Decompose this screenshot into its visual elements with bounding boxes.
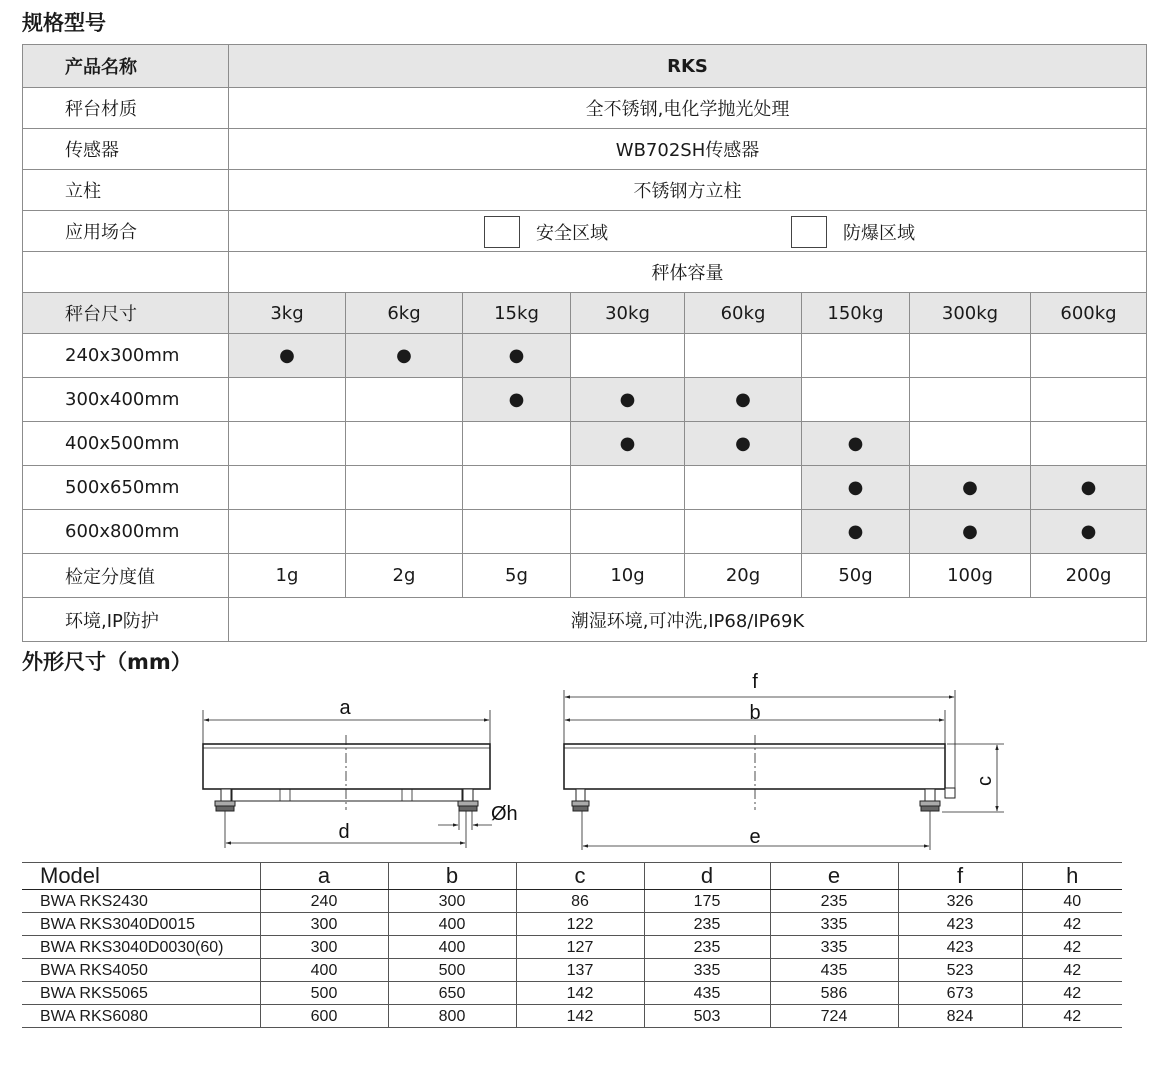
model-table-header-cell: h	[1022, 863, 1122, 890]
model-value-cell: 137	[516, 959, 644, 982]
size-row	[23, 378, 1147, 422]
model-value-cell: 500	[260, 982, 388, 1005]
availability-dot: ●	[910, 466, 1031, 510]
model-row	[22, 890, 1122, 913]
model-value-cell: 122	[516, 913, 644, 936]
model-value-cell: 300	[388, 890, 516, 913]
model-row	[22, 913, 1122, 936]
application-label: 应用场合	[23, 211, 229, 252]
availability-empty-cell	[1031, 378, 1147, 422]
availability-empty-cell	[571, 466, 685, 510]
availability-dot: ●	[802, 510, 910, 554]
capacity-header-cell: 60kg	[685, 293, 802, 334]
size-row	[23, 510, 1147, 554]
availability-empty-cell	[229, 422, 346, 466]
model-value-cell: 300	[260, 913, 388, 936]
sensor-label: 传感器	[23, 129, 229, 170]
capacity-header-cell: 6kg	[346, 293, 463, 334]
model-value-cell: 142	[516, 982, 644, 1005]
dim-label-h: Øh	[491, 803, 518, 825]
model-value-cell: 423	[898, 936, 1022, 959]
model-value-cell: 42	[1022, 1005, 1122, 1028]
model-table-header	[22, 863, 1122, 890]
model-name-cell: BWA RKS5065	[22, 982, 260, 1005]
model-table-header-cell: c	[516, 863, 644, 890]
model-table-header-cell: f	[898, 863, 1022, 890]
model-value-cell: 650	[388, 982, 516, 1005]
capacity-header-cell: 3kg	[229, 293, 346, 334]
model-row	[22, 936, 1122, 959]
availability-empty-cell	[571, 334, 685, 378]
dims-section-title: 外形尺寸（mm）	[22, 650, 192, 674]
availability-empty-cell	[802, 334, 910, 378]
model-value-cell: 175	[644, 890, 770, 913]
model-value-cell: 435	[770, 959, 898, 982]
availability-empty-cell	[346, 422, 463, 466]
model-value-cell: 435	[644, 982, 770, 1005]
sensor-value: WB702SH传感器	[229, 129, 1147, 170]
dim-label-b: b	[749, 702, 761, 724]
availability-dot: ●	[802, 466, 910, 510]
capacity-header-cell: 150kg	[802, 293, 910, 334]
spec-table	[22, 44, 1147, 642]
availability-empty-cell	[1031, 422, 1147, 466]
availability-empty-cell	[910, 378, 1031, 422]
explosion-proof-option[interactable]	[791, 216, 915, 248]
division-value: 5g	[463, 554, 571, 598]
model-table-header-cell: e	[770, 863, 898, 890]
model-name-cell: BWA RKS4050	[22, 959, 260, 982]
model-value-cell: 142	[516, 1005, 644, 1028]
model-value-cell: 400	[388, 936, 516, 959]
capacity-row	[23, 293, 1147, 334]
product-label: 产品名称	[23, 45, 229, 88]
model-row	[22, 1005, 1122, 1028]
availability-dot: ●	[685, 422, 802, 466]
availability-dot: ●	[1031, 466, 1147, 510]
capacity-header: 秤体容量	[229, 252, 1147, 293]
side-view-drawing	[564, 690, 1004, 850]
availability-empty-cell	[685, 334, 802, 378]
model-value-cell: 40	[1022, 890, 1122, 913]
capacity-header-cell: 30kg	[571, 293, 685, 334]
model-value-cell: 335	[644, 959, 770, 982]
material-label: 秤台材质	[23, 88, 229, 129]
model-name-cell: BWA RKS3040D0015	[22, 913, 260, 936]
division-value: 50g	[802, 554, 910, 598]
availability-dot: ●	[229, 334, 346, 378]
model-dimensions-table	[22, 862, 1122, 1028]
model-name-cell: BWA RKS2430	[22, 890, 260, 913]
availability-empty-cell	[802, 378, 910, 422]
dim-label-f: f	[752, 671, 758, 693]
column-value: 不锈钢方立柱	[229, 170, 1147, 211]
model-table-header-cell: Model	[22, 863, 260, 890]
availability-empty-cell	[463, 422, 571, 466]
size-row	[23, 422, 1147, 466]
division-value: 10g	[571, 554, 685, 598]
availability-empty-cell	[229, 466, 346, 510]
model-value-cell: 800	[388, 1005, 516, 1028]
size-row-label: 400x500mm	[23, 422, 229, 466]
model-table-header-cell: a	[260, 863, 388, 890]
size-row	[23, 466, 1147, 510]
division-label: 检定分度值	[23, 554, 229, 598]
availability-empty-cell	[463, 466, 571, 510]
size-row	[23, 334, 1147, 378]
model-value-cell: 42	[1022, 959, 1122, 982]
model-name-cell: BWA RKS3040D0030(60)	[22, 936, 260, 959]
safe-area-label: 安全区域	[536, 223, 608, 244]
env-label: 环境,IP防护	[23, 598, 229, 642]
availability-dot: ●	[1031, 510, 1147, 554]
availability-empty-cell	[346, 378, 463, 422]
size-row-label: 240x300mm	[23, 334, 229, 378]
model-value-cell: 523	[898, 959, 1022, 982]
explosion-proof-checkbox[interactable]	[791, 216, 827, 248]
model-value-cell: 423	[898, 913, 1022, 936]
model-value-cell: 500	[388, 959, 516, 982]
availability-empty-cell	[346, 510, 463, 554]
division-value: 20g	[685, 554, 802, 598]
model-value-cell: 235	[644, 913, 770, 936]
division-value: 1g	[229, 554, 346, 598]
model-value-cell: 300	[260, 936, 388, 959]
application-options	[229, 211, 1147, 252]
dimension-drawings	[0, 660, 1173, 860]
model-value-cell: 86	[516, 890, 644, 913]
spec-section-title: 规格型号	[22, 11, 106, 35]
availability-empty-cell	[229, 510, 346, 554]
availability-dot: ●	[910, 510, 1031, 554]
availability-dot: ●	[802, 422, 910, 466]
division-value: 2g	[346, 554, 463, 598]
model-value-cell: 42	[1022, 913, 1122, 936]
model-value-cell: 824	[898, 1005, 1022, 1028]
model-row	[22, 959, 1122, 982]
availability-dot: ●	[463, 378, 571, 422]
availability-empty-cell	[910, 422, 1031, 466]
explosion-proof-label: 防爆区域	[843, 223, 915, 244]
empty-label-cell	[23, 252, 229, 293]
model-value-cell: 326	[898, 890, 1022, 913]
model-value-cell: 235	[770, 890, 898, 913]
model-value-cell: 724	[770, 1005, 898, 1028]
availability-empty-cell	[1031, 334, 1147, 378]
size-label: 秤台尺寸	[23, 293, 229, 334]
availability-dot: ●	[346, 334, 463, 378]
availability-dot: ●	[571, 422, 685, 466]
size-row-label: 500x650mm	[23, 466, 229, 510]
division-row	[23, 554, 1147, 598]
model-value-cell: 673	[898, 982, 1022, 1005]
capacity-header-cell: 600kg	[1031, 293, 1147, 334]
material-value: 全不锈钢,电化学抛光处理	[229, 88, 1147, 129]
model-value-cell: 600	[260, 1005, 388, 1028]
availability-empty-cell	[346, 466, 463, 510]
availability-dot: ●	[571, 378, 685, 422]
availability-empty-cell	[910, 334, 1031, 378]
model-value-cell: 42	[1022, 982, 1122, 1005]
availability-dot: ●	[463, 334, 571, 378]
availability-dot: ●	[685, 378, 802, 422]
dim-label-c: c	[974, 776, 996, 786]
capacity-header-cell: 300kg	[910, 293, 1031, 334]
model-value-cell: 586	[770, 982, 898, 1005]
model-value-cell: 127	[516, 936, 644, 959]
env-value: 潮湿环境,可冲洗,IP68/IP69K	[229, 598, 1147, 642]
model-table-header-cell: b	[388, 863, 516, 890]
column-label: 立柱	[23, 170, 229, 211]
availability-empty-cell	[229, 378, 346, 422]
availability-empty-cell	[463, 510, 571, 554]
availability-empty-cell	[685, 466, 802, 510]
model-value-cell: 503	[644, 1005, 770, 1028]
model-table-header-cell: d	[644, 863, 770, 890]
dim-label-d: d	[338, 821, 350, 843]
dim-label-e: e	[749, 826, 761, 848]
model-row	[22, 982, 1122, 1005]
product-value: RKS	[229, 45, 1147, 88]
model-value-cell: 42	[1022, 936, 1122, 959]
model-value-cell: 235	[644, 936, 770, 959]
safe-area-checkbox[interactable]	[484, 216, 520, 248]
model-value-cell: 240	[260, 890, 388, 913]
model-value-cell: 335	[770, 936, 898, 959]
model-name-cell: BWA RKS6080	[22, 1005, 260, 1028]
division-value: 100g	[910, 554, 1031, 598]
model-value-cell: 400	[260, 959, 388, 982]
model-value-cell: 400	[388, 913, 516, 936]
capacity-header-cell: 15kg	[463, 293, 571, 334]
availability-empty-cell	[685, 510, 802, 554]
size-row-label: 600x800mm	[23, 510, 229, 554]
division-value: 200g	[1031, 554, 1147, 598]
availability-empty-cell	[571, 510, 685, 554]
size-row-label: 300x400mm	[23, 378, 229, 422]
safe-area-option[interactable]	[484, 216, 608, 248]
dim-label-a: a	[339, 697, 351, 719]
model-value-cell: 335	[770, 913, 898, 936]
